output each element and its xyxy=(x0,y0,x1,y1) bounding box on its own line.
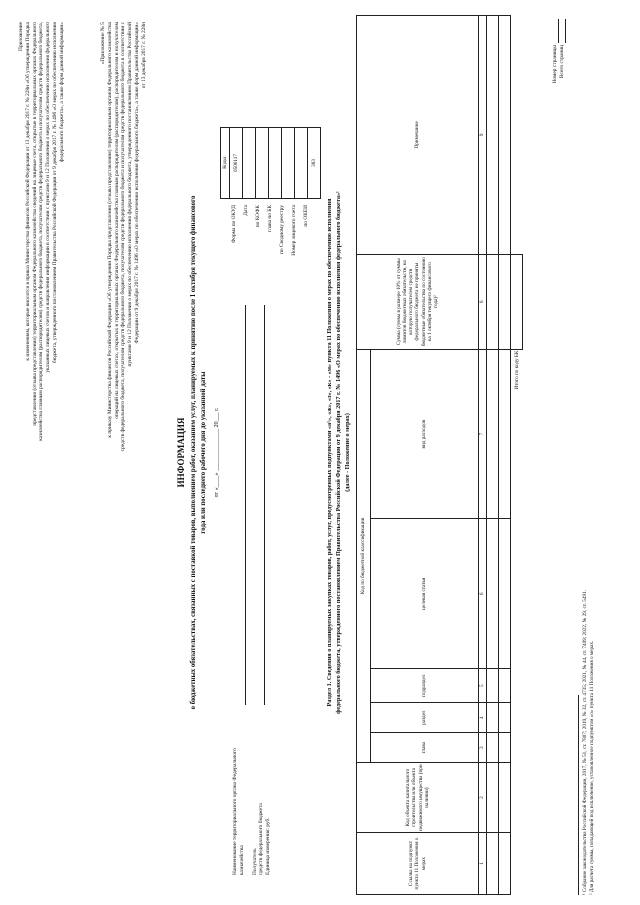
table-cell[interactable] xyxy=(499,16,511,255)
code-value-registry[interactable] xyxy=(282,128,295,199)
total-label: Итого по коду БК xyxy=(513,350,520,390)
main-table xyxy=(356,15,523,895)
code-label: Форма по ОКУД xyxy=(231,205,237,243)
col-header: Ссылка на подпункт пункта 11 Положения о мерах xyxy=(357,833,479,895)
table-cell[interactable] xyxy=(487,733,499,763)
page-number-label: Номер страницы xyxy=(552,45,558,84)
doc-date: от «____» ______________ 20___ г. xyxy=(214,407,220,498)
appendix-line: представления (отзыва представления) территориальным органом Федерального казначейства сведений на лицевые счета, открытые в территориальных органах Федерального xyxy=(31,22,38,426)
appendix-line: средств федерального бюджета, получателям средств федерального бюджета, получателям средств федерального бюджета и получателям средств федерального бюджета в соответствии с xyxy=(120,22,127,452)
field-label: средств федерального бюджета xyxy=(258,803,265,875)
appendix-title: Приложение xyxy=(18,22,24,51)
appendix-line: от 13 декабря 2017 г. № 228н xyxy=(140,22,147,89)
table-cell[interactable] xyxy=(499,733,511,763)
field-underline xyxy=(245,305,246,705)
table-cell[interactable] xyxy=(499,519,511,669)
appendix-line: пунктами 9 и 12 Положения о мерах по обеспечению исполнения федерального бюджета, утвержденного постановлением Правительства Российской xyxy=(127,22,133,367)
table-cell[interactable] xyxy=(487,254,499,349)
section-heading: (далее - Положение о мерах) xyxy=(344,413,351,492)
appendix-line: операций на лицевых счетах, открытых в территориальных органах Федерального казначейства главным распорядителям (распорядителям), распорядителям и получателям xyxy=(113,22,120,419)
col-number: 5 xyxy=(479,669,487,703)
footnote-divider xyxy=(578,695,579,895)
table-cell[interactable] xyxy=(487,703,499,733)
appendix-line: к изменениям, которые вносятся в приказ Министерства финансов Российской Федерации от 13 декабря 2017 г. № 228н «Об утверждении Порядка xyxy=(24,22,31,361)
appendix-line: федерального бюджета», а также форм данной информации» xyxy=(58,22,65,163)
section-heading: федерального бюджета, утвержденного постановлением Правительства Российской Федерации от 9 декабря 2017 г. № 1496 «О мерах по обеспечению исполнения федерального бюджета»¹ xyxy=(335,191,342,714)
col-header: Сумма (сумма в размере 10% от суммы лимитов бюджетных обязательств, на которую получателем средств федерального бюджета не приняты бюджетные обязательства по состоянию на 1 октября текущего финансового года)² xyxy=(357,254,479,349)
col-number: 1 xyxy=(479,833,487,895)
field-label: Единица измерения: руб. xyxy=(265,817,271,875)
codes-table xyxy=(220,127,321,199)
col-number: 9 xyxy=(479,16,487,255)
col-number: 4 xyxy=(479,703,487,733)
col-number: 6 xyxy=(479,519,487,669)
codes-labels xyxy=(220,205,312,345)
column-numbers-row xyxy=(479,16,487,895)
table-cell[interactable] xyxy=(487,519,499,669)
field-label: Наименование территориального органа Федерального xyxy=(232,748,238,875)
col-header: Код объекта капитального строительства или объекта недвижимого имущества (при наличии) xyxy=(357,763,479,833)
appendix-top xyxy=(18,22,65,582)
appendix-line: казначейства главным распорядителям (распорядителям) средств федерального бюджета, получателям средств федерального бюджета и получателям средств федерального бюджета, xyxy=(38,22,45,441)
table-cell[interactable] xyxy=(487,669,499,703)
table-cell[interactable] xyxy=(499,833,511,895)
col-header: глава xyxy=(371,733,479,763)
table-cell[interactable] xyxy=(487,349,499,519)
table-row[interactable] xyxy=(499,16,511,895)
field-label: казначейства xyxy=(238,845,245,875)
footnote: ¹ Собрание законодательства Российской Федерации, 2017, № 51, ст. 7807; 2019, № 32, ст. 4735; 2021, № 44, ст. 7409; 2022, № 29, ст. 5491. xyxy=(582,590,588,895)
code-label: по Сводному реестру xyxy=(279,205,285,254)
doc-subtitle: о бюджетных обязательствах, связанных с поставкой товаров, выполнением работ, оказанием услуг, планируемых к принятию после 1 октября текущего финансового xyxy=(190,195,197,710)
page-total-label: Всего страниц xyxy=(558,45,565,79)
empty-cell xyxy=(511,16,523,255)
table-cell[interactable] xyxy=(499,763,511,833)
appendix-number-title: «Приложение № 5 xyxy=(100,22,106,65)
code-value-okei[interactable]: 383 xyxy=(308,128,321,199)
codes-header: Коды xyxy=(221,128,230,199)
col-number: 3 xyxy=(479,733,487,763)
code-value-date[interactable] xyxy=(243,128,256,199)
appendix-line: бюджета, утвержденного постановлением Правительства Российской Федерации от 9 декабря 2017 г. № 1496 «О мерах по обеспечению исполнения xyxy=(51,22,58,364)
footnote: ² Для расчета суммы, попадающей под исключение, установленное подпунктом «о» пункта 11 Положения о мерах. xyxy=(588,640,595,895)
table-cell[interactable] xyxy=(487,16,499,255)
total-row xyxy=(511,16,523,895)
code-label: глава по БК xyxy=(267,205,273,232)
table-cell[interactable] xyxy=(487,763,499,833)
col-header: Примечание xyxy=(357,16,479,255)
table-cell[interactable] xyxy=(499,703,511,733)
col-header: подраздел xyxy=(371,669,479,703)
col-header: вид расходов xyxy=(371,349,479,519)
col-header: целевая статья xyxy=(371,519,479,669)
code-value-okud[interactable]: 0506117 xyxy=(230,128,243,199)
col-number: 8 xyxy=(479,254,487,349)
doc-title: ИНФОРМАЦИЯ xyxy=(176,417,186,488)
col-group-header: Код по бюджетной классификации xyxy=(357,349,371,762)
page-number-block xyxy=(552,45,566,145)
col-header: раздел xyxy=(371,703,479,733)
code-value-chapter[interactable] xyxy=(269,128,282,199)
appendix-line: к приказу Министерства финансов Российской Федерации «Об утверждении Порядка представления (отзыва представления) территориальным органом Федерального казначейства xyxy=(106,22,113,438)
table-cell[interactable] xyxy=(487,833,499,895)
appendix-number-block xyxy=(100,22,147,582)
field-underline xyxy=(264,305,265,705)
table-row[interactable] xyxy=(487,16,499,895)
code-label: Дата xyxy=(243,205,249,216)
left-fields xyxy=(232,575,272,875)
table-cell[interactable] xyxy=(499,349,511,519)
code-value-account[interactable] xyxy=(295,128,308,199)
code-value-kofk[interactable] xyxy=(256,128,269,199)
section-heading: Раздел 1. Сведения о планируемых закупках товаров, работ, услуг, предусмотренных подпунктами «а¹», «ж», «з», «к» - «м» пункта 11 Положения о мерах по обеспечению исполнения xyxy=(326,198,333,707)
total-value[interactable] xyxy=(511,254,523,349)
page-number-line xyxy=(558,19,559,43)
col-number: 7 xyxy=(479,349,487,519)
col-number: 2 xyxy=(479,763,487,833)
footnotes xyxy=(582,35,595,895)
field-label: Получатель xyxy=(251,848,258,875)
table-cell[interactable] xyxy=(499,669,511,703)
appendix-line: Федерации от 9 декабря 2017 г. № 1496 «О мерах по обеспечению исполнения федерального бюджета», а также форм данной информации» xyxy=(133,22,140,344)
doc-subtitle: года или последнего рабочего дня до указанной даты xyxy=(200,371,207,534)
code-label: Номер лицевого счета xyxy=(291,205,297,256)
page-total-line xyxy=(565,19,566,43)
code-label: по ОКЕИ xyxy=(303,205,309,227)
appendix-line: указанных лицевых счетов и направления информации в соответствии с пунктами 9 и 12 Положения о мерах по обеспечению исполнения федерального xyxy=(45,22,51,373)
code-label: по КОФК xyxy=(255,205,261,228)
table-cell[interactable] xyxy=(499,254,511,349)
